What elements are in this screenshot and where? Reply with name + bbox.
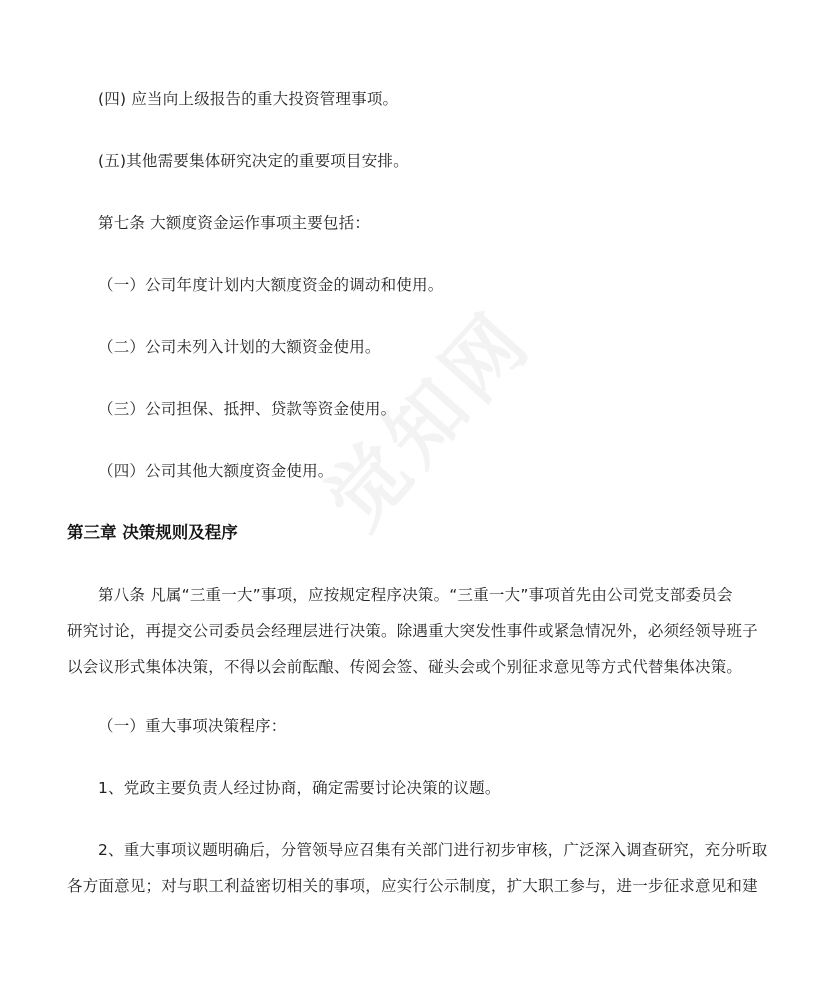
chapter-3-heading: 第三章 决策规则及程序	[67, 523, 238, 542]
step-2-line-1: 2、重大事项议题明确后，分管领导应召集有关部门进行初步审核，广泛深入调查研究，充分听取	[98, 841, 768, 859]
article-8-line-3: 以会议形式集体决策，不得以会前酝酿、传阅会签、碰头会或个别征求意见等方式代替集体决策。	[67, 658, 743, 676]
item-other-large-funds: （四）公司其他大额度资金使用。	[98, 462, 334, 480]
step-1: 1、党政主要负责人经过协商，确定需要讨论决策的议题。	[98, 779, 501, 797]
procedure-heading: （一）重大事项决策程序：	[98, 717, 287, 735]
step-2-line-2: 各方面意见；对与职工利益密切相关的事项，应实行公示制度，扩大职工参与，进一步征求意见和建	[67, 877, 758, 895]
article-8-line-2: 研究讨论，再提交公司委员会经理层进行决策。除遇重大突发性事件或紧急情况外，必须经领导班子	[67, 622, 758, 640]
item-guarantee-loan-funds: （三）公司担保、抵押、贷款等资金使用。	[98, 400, 397, 418]
article-7-title: 第七条 大额度资金运作事项主要包括：	[98, 214, 371, 232]
watermark: 觉知网	[310, 294, 550, 546]
item-other-collective-decisions: (五)其他需要集体研究决定的重要项目安排。	[98, 152, 409, 170]
item-unplanned-funds: （二）公司未列入计划的大额资金使用。	[98, 338, 381, 356]
item-annual-plan-funds: （一）公司年度计划内大额度资金的调动和使用。	[98, 276, 444, 294]
article-8-line-1: 第八条 凡属“三重一大”事项，应按规定程序决策。“三重一大”事项首先由公司党支部委员会	[98, 586, 733, 604]
item-major-investment-report: (四) 应当向上级报告的重大投资管理事项。	[98, 90, 399, 108]
